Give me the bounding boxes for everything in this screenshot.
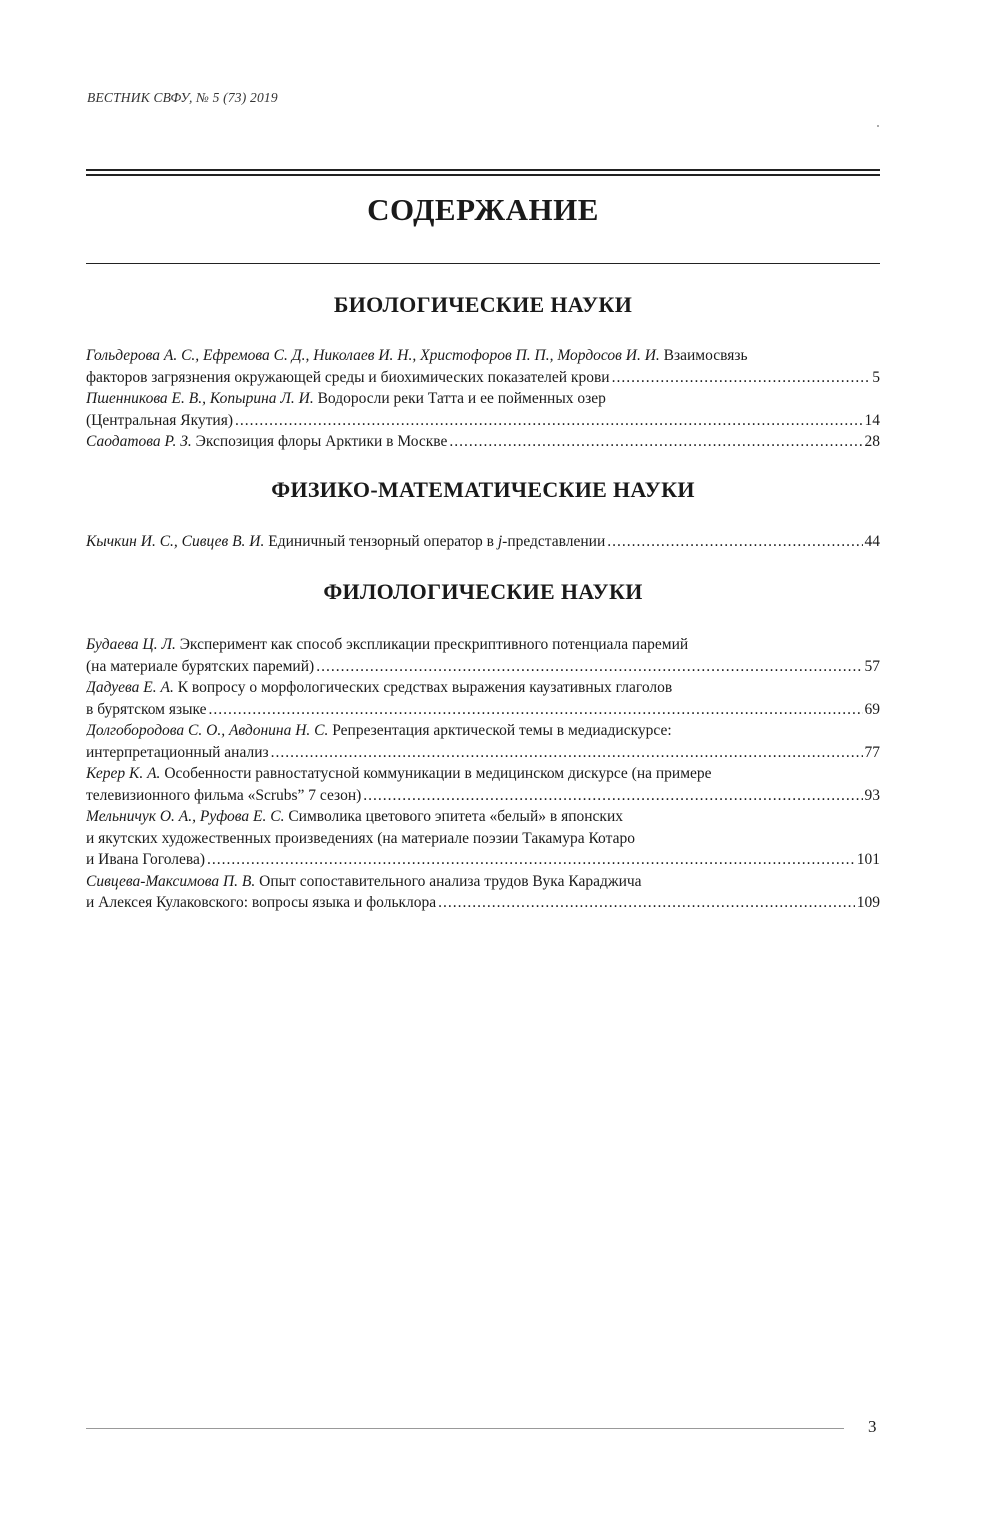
entry-last-line bbox=[86, 742, 880, 764]
entry-authors: Долгобородова С. О., Авдонина Н. С. bbox=[86, 722, 329, 739]
entry-page-number: 14 bbox=[864, 411, 880, 429]
entry-page-number: 109 bbox=[856, 894, 880, 911]
entry-last-line bbox=[86, 849, 880, 871]
header-rule-bottom bbox=[86, 174, 880, 176]
journal-header: ВЕСТНИК СВФУ, № 5 (73) 2019 bbox=[87, 90, 278, 105]
entry-last-line bbox=[86, 699, 880, 721]
leader-dots bbox=[449, 431, 862, 453]
entry-last-line bbox=[86, 367, 880, 389]
entry-title: Эксперимент как способ экспликации прескриптивного потенциала паремий bbox=[175, 636, 689, 653]
entry-title-end: интерпретационный анализ bbox=[86, 743, 269, 761]
entry-last-line bbox=[86, 785, 880, 807]
entry-line bbox=[86, 634, 880, 656]
entry-authors: Керер К. А. bbox=[86, 765, 161, 782]
entry-page-number: 93 bbox=[864, 786, 880, 804]
entry-page-number: 5 bbox=[872, 368, 880, 386]
entry-page-number: 101 bbox=[856, 851, 880, 868]
entry-line bbox=[86, 763, 880, 785]
entry-title-end: и Алексея Кулаковского: вопросы языка и фольклора bbox=[86, 894, 437, 911]
toc-entry[interactable] bbox=[86, 531, 880, 553]
entry-title: Репрезентация арктической темы в медиадискурсе: bbox=[328, 722, 672, 739]
toc-list-physics-math bbox=[86, 531, 880, 553]
leader-dots bbox=[235, 410, 862, 432]
entry-last-line bbox=[86, 892, 880, 914]
entry-title: Особенности равностатусной коммуникации в медицинском дискурсе (на примере bbox=[160, 765, 712, 782]
entry-authors: Пшенникова Е. В., Копырина Л. И. bbox=[86, 390, 314, 407]
entry-page-number: 57 bbox=[864, 657, 880, 675]
leader-dots bbox=[612, 367, 871, 389]
toc-entry[interactable] bbox=[86, 871, 880, 914]
entry-text bbox=[86, 531, 605, 553]
entry-title: К вопросу о морфологических средствах выражения каузативных глаголов bbox=[173, 679, 673, 696]
entry-last-line bbox=[86, 431, 880, 453]
entry-title-end: и Ивана Гоголева) bbox=[86, 851, 206, 868]
entry-last-line bbox=[86, 531, 880, 553]
entry-authors: Саодатова Р. З. bbox=[86, 433, 192, 450]
toc-entry[interactable] bbox=[86, 345, 880, 388]
entry-line bbox=[86, 388, 880, 410]
entry-line bbox=[86, 806, 880, 828]
entry-authors: Сивцева-Максимова П. В. bbox=[86, 872, 256, 890]
entry-title-end: факторов загрязнения окружающей среды и биохимических показателей крови bbox=[86, 368, 610, 386]
header-rule-top bbox=[86, 169, 880, 171]
entry-last-line bbox=[86, 410, 880, 432]
entry-title-end: -представлении bbox=[502, 533, 606, 550]
toc-list-biology bbox=[86, 345, 880, 453]
toc-entry[interactable] bbox=[86, 388, 880, 431]
leader-dots bbox=[438, 892, 855, 914]
entry-title-end: в бурятском языке bbox=[86, 700, 207, 718]
toc-entry[interactable] bbox=[86, 677, 880, 720]
entry-page-number: 77 bbox=[864, 743, 880, 761]
entry-line: и якутских художественных произведениях (на материале поэзии Такамура Котаро bbox=[86, 829, 635, 847]
entry-title: Опыт сопоставительного анализа трудов Вука Караджича bbox=[255, 872, 642, 890]
page-title: СОДЕРЖАНИЕ bbox=[367, 192, 599, 227]
title-rule bbox=[86, 263, 880, 264]
entry-authors: Кычкин И. С., Сивцев В. И. bbox=[86, 533, 265, 550]
section-heading-philology: ФИЛОЛОГИЧЕСКИЕ НАУКИ bbox=[323, 579, 643, 604]
entry-title-end: телевизионного фильма «Scrubs” 7 сезон) bbox=[86, 786, 362, 804]
entry-title: Экспозиция флоры Арктики в Москве bbox=[191, 433, 448, 450]
entry-page-number: 28 bbox=[864, 433, 880, 450]
entry-line bbox=[86, 871, 880, 893]
entry-title: Взаимосвязь bbox=[659, 347, 748, 364]
entry-text bbox=[86, 431, 447, 453]
toc-entry[interactable] bbox=[86, 806, 880, 871]
section-heading-physics-math: ФИЗИКО-МАТЕМАТИЧЕСКИЕ НАУКИ bbox=[271, 477, 695, 502]
entry-authors: Дадуева Е. А. bbox=[86, 679, 174, 696]
entry-authors: Мельничук О. А., Руфова Е. С. bbox=[86, 808, 285, 825]
toc-entry[interactable] bbox=[86, 634, 880, 677]
page-number: 3 bbox=[868, 1417, 877, 1436]
entry-page-number: 44 bbox=[864, 533, 880, 550]
entry-title-end: (Центральная Якутия) bbox=[86, 411, 234, 429]
entry-line bbox=[86, 345, 880, 367]
entry-line bbox=[86, 677, 880, 699]
entry-authors: Будаева Ц. Л. bbox=[86, 636, 176, 653]
leader-dots bbox=[271, 742, 863, 764]
leader-dots bbox=[607, 531, 862, 553]
entry-page-number: 69 bbox=[864, 700, 880, 718]
entry-title: Символика цветового эпитета «белый» в японских bbox=[284, 808, 624, 825]
footer-rule bbox=[86, 1428, 844, 1429]
entry-title: Водоросли реки Татта и ее пойменных озер bbox=[313, 390, 606, 407]
toc-entry[interactable] bbox=[86, 720, 880, 763]
entry-title: Единичный тензорный оператор в bbox=[264, 533, 498, 550]
entry-title-end: (на материале бурятских паремий) bbox=[86, 657, 315, 675]
toc-entry[interactable] bbox=[86, 763, 880, 806]
leader-dots bbox=[363, 785, 862, 807]
leader-dots bbox=[207, 849, 855, 871]
speck bbox=[877, 125, 879, 127]
toc-entry[interactable] bbox=[86, 431, 880, 453]
entry-title-italic: j bbox=[497, 533, 503, 550]
entry-line bbox=[86, 720, 880, 742]
entry-authors: Гольдерова А. С., Ефремова С. Д., Николаев И. Н., Христофоров П. П., Мордосов И. И. bbox=[86, 347, 660, 364]
entry-last-line bbox=[86, 656, 880, 678]
leader-dots bbox=[316, 656, 862, 678]
section-heading-biology: БИОЛОГИЧЕСКИЕ НАУКИ bbox=[333, 292, 633, 317]
leader-dots bbox=[209, 699, 863, 721]
toc-list-philology bbox=[86, 634, 880, 914]
